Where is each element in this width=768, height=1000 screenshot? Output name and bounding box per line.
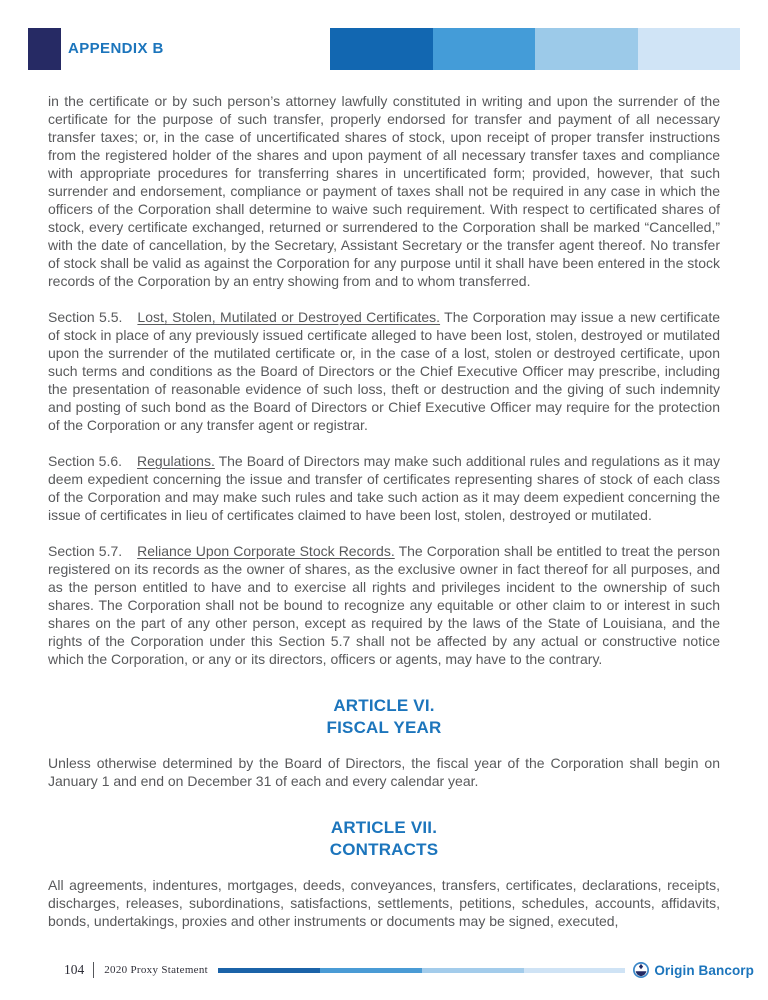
section-5-5-title: Lost, Stolen, Mutilated or Destroyed Certificates.	[137, 309, 441, 325]
section-5-6-label: Section 5.6.	[48, 453, 123, 469]
page-footer	[64, 960, 754, 980]
footer-bar-segment-2	[320, 968, 422, 973]
footer-bar-segment-3	[422, 968, 524, 973]
origin-bancorp-logo-icon	[633, 962, 649, 978]
article-vi-heading-line-2: FISCAL YEAR	[326, 718, 442, 737]
accent-bar-segment-3	[535, 28, 638, 70]
appendix-navy-box	[28, 28, 61, 70]
appendix-label: APPENDIX B	[68, 40, 164, 57]
footer-bar-segment-1	[218, 968, 320, 973]
section-5-5-text: The Corporation may issue a new certificate of stock in place of any previously issued certificate alleged to have been lost, stolen, destroyed or mutilated upon the surrender of the mutilated certificate or, in the case of a lost, stolen or destroyed certificate, upon such terms and conditions as the Board of Directors or the Chief Executive Officer may prescribe, including the presentation of reasonable evidence of such loss, theft or destruction and the giving of such indemnity and posting of such bond as the Board of Directors or Chief Executive Officer may require for the protection of the Corporation or any transfer agent or registrar.	[48, 309, 721, 433]
accent-bar-segment-1	[330, 28, 433, 70]
section-5-7-title: Reliance Upon Corporate Stock Records.	[137, 543, 395, 559]
section-5-5-paragraph	[48, 308, 720, 434]
section-5-7-paragraph	[48, 542, 720, 668]
section-5-7-label: Section 5.7.	[48, 543, 123, 559]
page-header	[0, 28, 768, 70]
header-accent-bar	[330, 28, 740, 70]
section-5-5-label: Section 5.5.	[48, 309, 123, 325]
article-vi-heading-line-1: ARTICLE VI.	[333, 696, 435, 715]
article-vii-heading	[48, 817, 720, 861]
origin-bancorp-logo	[633, 962, 754, 978]
document-content	[48, 92, 720, 948]
doc-title: 2020 Proxy Statement	[104, 964, 209, 976]
section-5-7-text: The Corporation shall be entitled to treat the person registered on its records as the owner of shares, as the exclusive owner in fact thereof for all purposes, and as the person entitled to have and to exercise all rights and privileges incident to the ownership of such shares. The Corporation shall not be bound to recognize any equitable or other claim to or interest in such shares on the part of any other person, except as required by the laws of the State of Louisiana, and the rights of the Corporation under this Section 5.7 shall not be affected by any actual or constructive notice which the Corporation, or any or its directors, officers or agents, may have to the contrary.	[48, 543, 720, 667]
footer-divider	[93, 962, 94, 978]
section-5-6-paragraph	[48, 452, 720, 524]
footer-accent-bar	[218, 968, 625, 973]
article-vii-heading-line-2: CONTRACTS	[329, 840, 439, 859]
article-vi-paragraph: Unless otherwise determined by the Board of Directors, the fiscal year of the Corporation shall begin on January 1 and end on December 31 of each and every calendar year.	[48, 755, 720, 789]
article-vi-heading	[48, 695, 720, 739]
article-vii-paragraph: All agreements, indentures, mortgages, deeds, conveyances, transfers, certificates, declarations, receipts, discharges, releases, subordinations, satisfactions, settlements, petitions, schedules, accounts, affidavits, bonds, undertakings, proxies and other instruments or documents may be signed, executed,	[48, 877, 720, 929]
section-5-6-text: The Board of Directors may make such additional rules and regulations as it may deem expedient concerning the issue and transfer of certificates representing shares of stock of each class of the Corporation and may make such rules and take such action as it may deem expedient concerning the issue of certificates in lieu of certificates claimed to have been lost, stolen, destroyed or mutilated.	[48, 453, 721, 523]
logo-text: Origin Bancorp	[654, 962, 754, 978]
article-vii-heading-line-1: ARTICLE VII.	[330, 818, 438, 837]
section-5-6-title: Regulations.	[137, 453, 215, 469]
footer-bar-segment-4	[524, 968, 626, 973]
accent-bar-segment-2	[433, 28, 536, 70]
page-number: 104	[64, 962, 85, 977]
accent-bar-segment-4	[638, 28, 741, 70]
intro-paragraph: in the certificate or by such person’s attorney lawfully constituted in writing and upon the surrender of the certificate for the purpose of such transfer, properly endorsed for transfer and payment of all necessary transfer taxes; or, in the case of uncertificated shares of stock, upon receipt of proper transfer instructions from the registered holder of the shares and upon payment of all necessary transfer taxes and compliance with appropriate procedures for transferring shares in uncertificated form; provided, however, that such surrender and endorsement, compliance or payment of taxes shall not be required in any case in which the officers of the Corporation shall determine to waive such requirement. With respect to certificated shares of stock, every certificate exchanged, returned or surrendered to the Corporation shall be marked “Cancelled,” with the date of cancellation, by the Secretary, Assistant Secretary or the transfer agent thereof. No transfer of stock shall be valid as against the Corporation for any purpose until it shall have been entered in the stock records of the Corporation by an entry showing from and to whom transferred.	[48, 93, 720, 289]
